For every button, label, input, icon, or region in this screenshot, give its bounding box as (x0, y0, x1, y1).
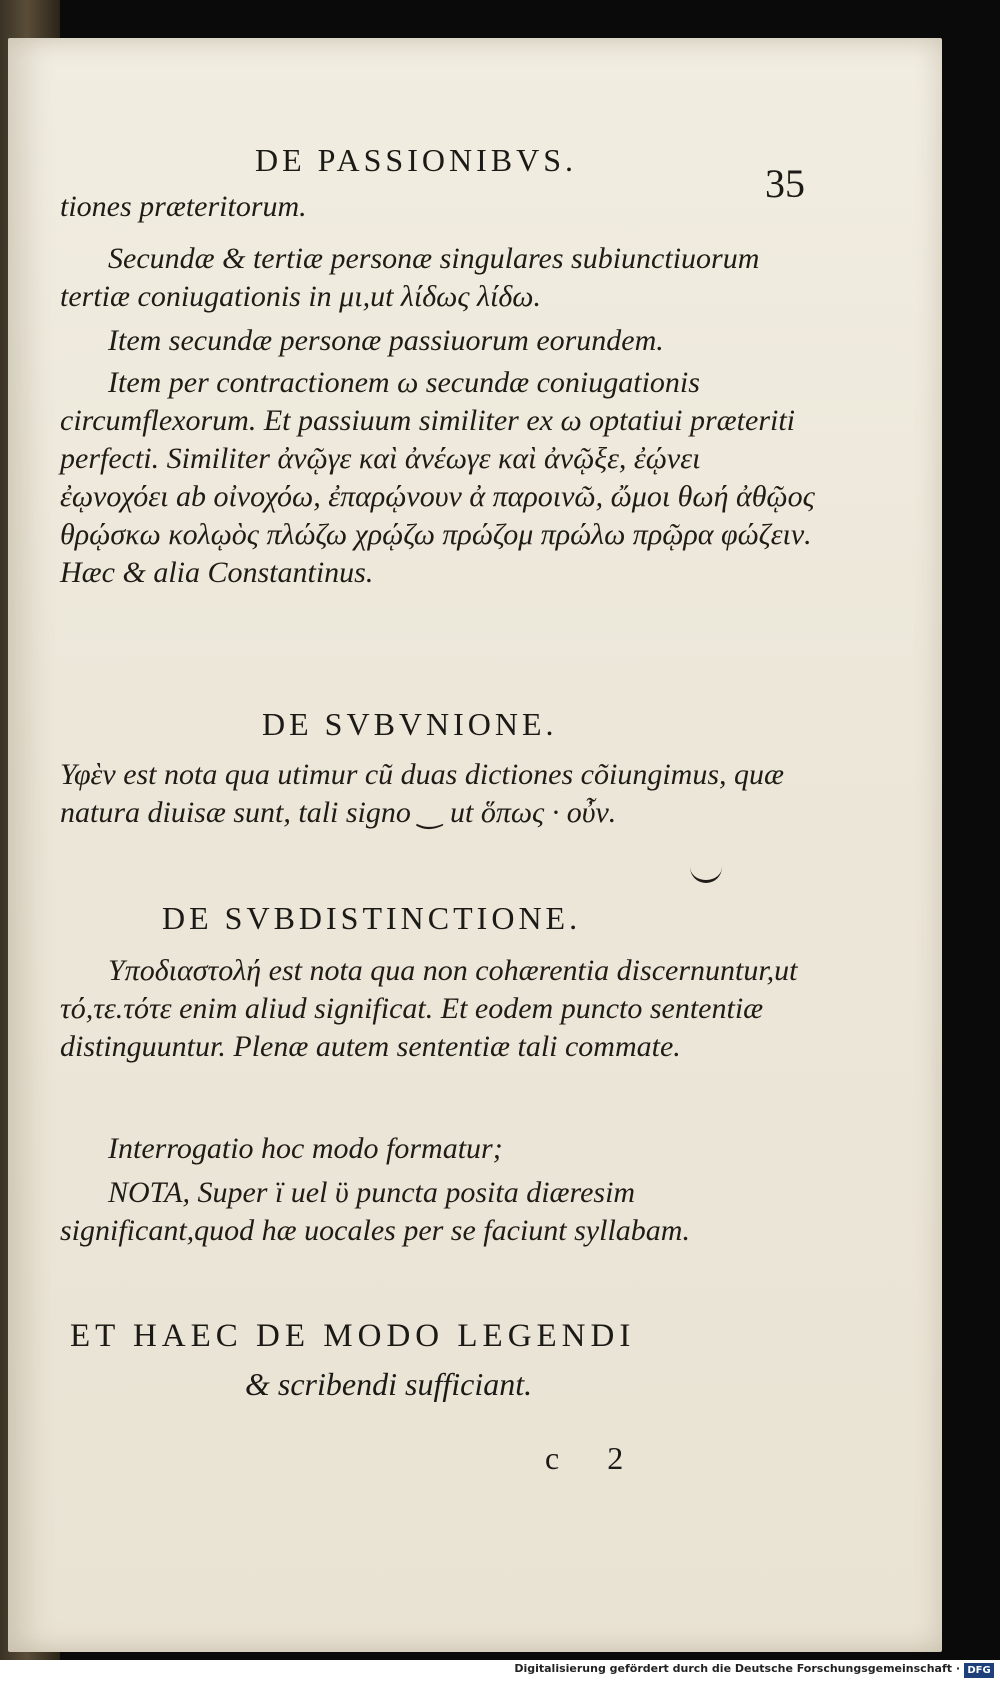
paragraph-item-secundae: Item secundæ personæ passiuorum eorundem. (108, 324, 664, 357)
paragraph-continuation: tiones præteritorum. (60, 190, 307, 223)
closing-subtitle: & scribendi sufficiant. (245, 1366, 533, 1402)
page-number: 35 (765, 161, 805, 206)
footer-credit: Digitalisierung gefördert durch die Deutsche Forschungsgemeinschaft · (514, 1662, 960, 1675)
paragraph-secundae: Secundæ & tertiæ personæ singulares subiunctiuorum tertiæ coniugationis in μι,ut λίδως λίδω. (60, 242, 760, 313)
paragraph-contractionem: Item per contractionem ω secundæ coniugationis circumflexorum. Et passiuum similiter ex ω optatiui præteriti perfecti. Similiter ἀνῷγε καὶ ἀνέωγε καὶ ἀνῷξε, ἐῴνει ἐῳνοχόει ab οἰνοχόω, ἐπαρῴνουν ἀ παροινῶ, ὤμοι θωή ἀθῷος θρῴσκω κολῳὸς πλώζω χρῴζω πρώζομ πρώλω πρῷρα φώζειν. Hæc & alia Constantinus. (60, 366, 815, 589)
heading-subunion: DE SVBVNIONE. (262, 706, 558, 742)
paragraph-subdistinction: Υποδιαστολή est nota qua non cohærentia discernuntur,ut τό,τε.τότε enim aliud significat. Et eodem puncto sententiæ distinguuntur. Plenæ autem sententiæ tali commate. (60, 954, 798, 1063)
paragraph-subunion: Υφὲν est nota qua utimur cũ duas dictiones cõiungimus, quæ natura diuisæ sunt, tali signo ‿ ut ὅπως · οὖν. (60, 758, 784, 829)
running-head: DE PASSIONIBVS. (255, 142, 577, 178)
heading-subdistinction: DE SVBDISTINCTIONE. (162, 900, 582, 936)
paragraph-nota: NOTA, Super ï uel ϋ puncta posita diæresim significant,quod hæ uocales per se faciunt syllabam. (60, 1176, 690, 1247)
dfg-logo-icon: DFG (964, 1663, 994, 1678)
paragraph-interrogatio: Interrogatio hoc modo formatur; (108, 1132, 503, 1165)
closing-title: ET HAEC DE MODO LEGENDI (70, 1318, 636, 1354)
signature-mark: c 2 (545, 1440, 644, 1476)
